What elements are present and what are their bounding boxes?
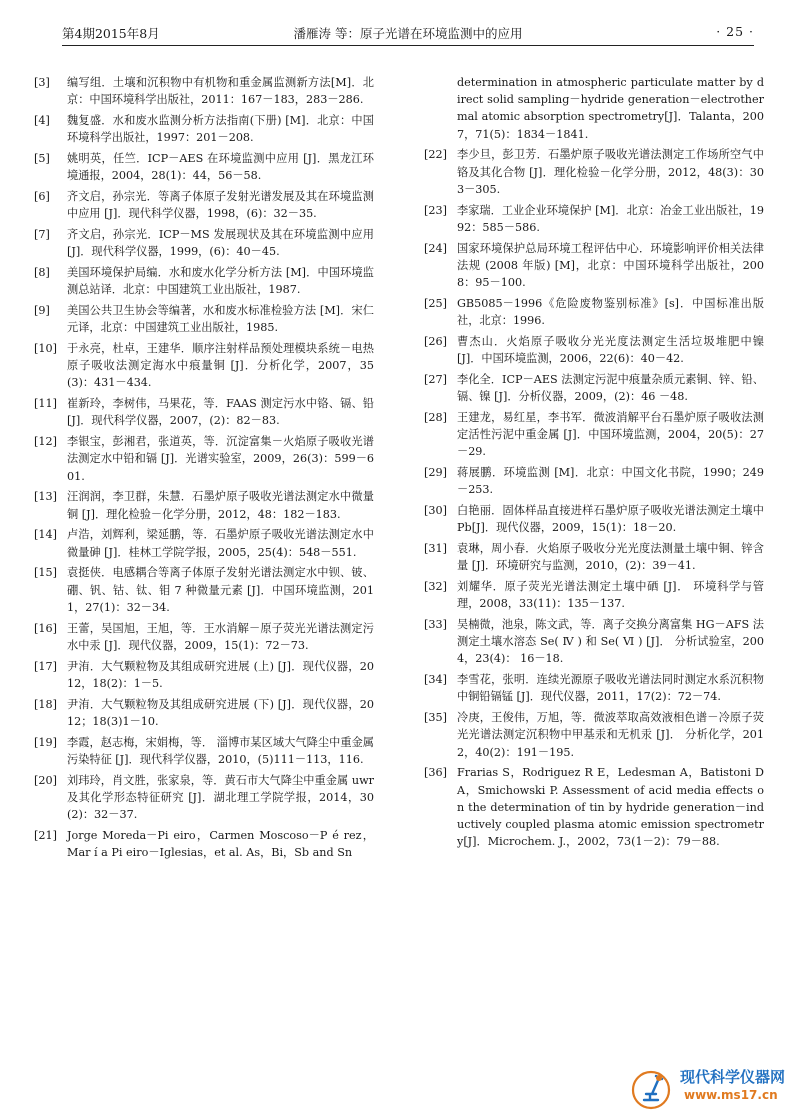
reference-number: [6] bbox=[34, 190, 50, 203]
reference-text: 李银宝，彭湘君，张道英，等．沉淀富集－火焰原子吸收光谱法测定水中铅和镉 [J]．光谱实验室，2009，26(3)：599－601. bbox=[67, 435, 374, 483]
reference-entry bbox=[424, 240, 764, 292]
reference-number: [36] bbox=[424, 766, 447, 780]
reference-entry bbox=[34, 340, 374, 392]
reference-text: 王蕾，吴国旭，王旭，等．王水消解－原子荧光光谱法测定污水中汞 [J]．现代仪器，2009，15(1)：72－73. bbox=[67, 621, 374, 652]
reference-text: 尹洧．大气颗粒物及其组成研究进展 (下) [J]．现代仪器，2012；18(3)1－10. bbox=[67, 697, 374, 728]
reference-text: Jorge Moreda－Pi eiro，Carmen Moscoso－P é rez，Mar í a Pi eiro－Iglesias，et al. As，Bi，Sb and Sn bbox=[67, 828, 374, 860]
reference-text: 白艳丽．固体样品直接进样石墨炉原子吸收光谱法测定土壤中 Pb[J]．现代仪器，2009，15(1)：18－20. bbox=[457, 504, 764, 535]
reference-entry bbox=[34, 150, 374, 184]
reference-entry bbox=[34, 488, 374, 522]
reference-text: 国家环境保护总局环境工程评估中心．环境影响评价相关法律法规 (2008 年版) [M]，北京：中国环境科学出版社，2008：95－100. bbox=[457, 241, 764, 290]
reference-entry bbox=[424, 616, 764, 668]
reference-number: [17] bbox=[34, 659, 57, 673]
journal-issue: 第4期2015年8月 bbox=[62, 26, 160, 41]
reference-number: [23] bbox=[424, 203, 447, 217]
reference-entry bbox=[34, 112, 374, 146]
reference-text: GB5085－1996《危险废物鉴别标准》[s]．中国标准出版社，北京：1996. bbox=[457, 296, 764, 328]
reference-entry bbox=[34, 226, 374, 260]
reference-text: 蒋展鹏．环境监测 [M]．北京：中国文化书院，1990；249－253. bbox=[457, 466, 764, 497]
reference-entry bbox=[424, 371, 764, 405]
reference-entry bbox=[424, 202, 764, 236]
reference-entry bbox=[424, 578, 764, 612]
reference-number: [34] bbox=[424, 673, 447, 687]
reference-number: [9] bbox=[34, 304, 50, 317]
reference-text: 美国公共卫生协会等编著，水和废水标准检验方法 [M]．宋仁元译，北京：中国建筑工业出版社，1985. bbox=[67, 304, 374, 335]
reference-number: [18] bbox=[34, 697, 57, 711]
reference-text: 崔新玲，李树伟，马果花，等．FAAS 测定污水中铬、镉、铅[J]．现代科学仪器，2007，(2)：82－83. bbox=[67, 397, 374, 428]
reference-text: 尹洧．大气颗粒物及其组成研究进展 (上) [J]．现代仪器，2012，18(2)：1－5. bbox=[67, 659, 374, 690]
reference-entry bbox=[424, 146, 764, 198]
reference-continuation: determination in atmospheric particulate matter by direct solid sampling－hydride generation－electrothermal atomic absorption spectrometry[J]．Talanta，2007，71(5)：1834－1841. bbox=[457, 76, 764, 141]
reference-number: [22] bbox=[424, 148, 447, 162]
reference-number: [15] bbox=[34, 566, 57, 580]
references-left-column bbox=[34, 74, 374, 865]
reference-text: Frarias S，Rodriguez R E，Ledesman A，Batistoni D A，Smichowski P. Assessment of acid media effects on the determination of tin by hydride generation－inductively coupled plasma atomic emission spectrometry[J]．Microchem. J.，2002，73(1－2)：79－88. bbox=[457, 766, 764, 849]
reference-entry bbox=[34, 734, 374, 768]
reference-text: 魏复盛．水和废水监测分析方法指南(下册) [M]．北京：中国环境科学出版社，1997：201－208. bbox=[67, 114, 374, 145]
reference-number: [24] bbox=[424, 241, 447, 255]
reference-number: [21] bbox=[34, 828, 57, 842]
reference-number: [10] bbox=[34, 342, 57, 355]
reference-entry bbox=[34, 395, 374, 429]
reference-text: 李雪花，张明．连续光源原子吸收光谱法同时测定水系沉积物中铜铅镉锰 [J]．现代仪器，2011，17(2)：72－74. bbox=[457, 673, 764, 704]
reference-text: 美国环境保护局编．水和废水化学分析方法 [M]．中国环境监测总站译．北京：中国建筑工业出版社，1987. bbox=[67, 266, 374, 297]
reference-text: 袁挺侠．电感耦合等离子体原子发射光谱法测定水中钡、铍、硼、钒、钴、钛、钼 7 种微量元素 [J]．中国环境监测，2011，27(1)：32－34. bbox=[67, 566, 374, 614]
reference-entry bbox=[34, 772, 374, 824]
microscope-logo-icon bbox=[628, 1066, 674, 1110]
article-running-title: 潘雁涛 等：原子光谱在环境监测中的应用 bbox=[293, 26, 523, 41]
site-watermark bbox=[628, 1064, 788, 1110]
reference-number: [26] bbox=[424, 334, 447, 348]
reference-number: [33] bbox=[424, 618, 447, 632]
reference-entry bbox=[424, 764, 764, 850]
reference-entry bbox=[34, 696, 374, 730]
reference-entry bbox=[34, 564, 374, 616]
reference-number: [28] bbox=[424, 410, 447, 424]
reference-number: [19] bbox=[34, 735, 57, 749]
reference-text: 吴楠微，池泉，陈文武，等．离子交换分离富集 HG－AFS 法测定土壤水溶态 Se( Ⅳ ) 和 Se( Ⅵ ) [J]． 分析试验室，2004，23(4)： 16－18. bbox=[457, 618, 764, 666]
reference-text: 王建龙，易红星，李书军．微波消解平台石墨炉原子吸收法测定活性污泥中重金属 [J]．中国环境监测，2004，20(5)：27－29. bbox=[457, 410, 764, 459]
reference-number: [32] bbox=[424, 580, 447, 594]
reference-entry bbox=[424, 540, 764, 574]
reference-entry bbox=[424, 333, 764, 367]
reference-entry bbox=[424, 295, 764, 329]
reference-text: 于永亮，杜卓，王建华．顺序注射样品预处理模块系统－电热原子吸收法测定海水中痕量铜 [J]．分析化学，2007，35(3)：431－434. bbox=[67, 342, 374, 390]
reference-entry bbox=[34, 658, 374, 692]
reference-text: 李少旦，彭卫芳．石墨炉原子吸收光谱法测定工作场所空气中铬及其化合物 [J]．理化检验－化学分册，2012，48(3)：303－305. bbox=[457, 148, 764, 196]
reference-entry bbox=[424, 671, 764, 705]
reference-text: 汪润润，李卫群，朱慧．石墨炉原子吸收光谱法测定水中微量铜 [J]．理化检验－化学分册，2012，48：182－183. bbox=[67, 490, 374, 521]
reference-text: 李霞，赵志梅，宋娟梅，等． 淄博市某区域大气降尘中重金属污染特征 [J]．现代科学仪器，2010，(5)111－113，116. bbox=[67, 735, 374, 766]
reference-text: 袁琳，周小春．火焰原子吸收分光光度法测量土壤中铜、锌含量 [J]．环境研究与监测，2010，(2)：39－41. bbox=[457, 542, 764, 573]
reference-entry bbox=[34, 74, 374, 108]
reference-text: 李家瑞．工业企业环境保护 [M]．北京：冶金工业出版社，1992：585－586. bbox=[457, 203, 764, 234]
reference-number: [14] bbox=[34, 528, 57, 542]
watermark-site-url: www.ms17.cn bbox=[684, 1088, 778, 1102]
reference-entry bbox=[34, 526, 374, 560]
reference-number: [35] bbox=[424, 711, 447, 725]
reference-text: 姚明英，任竺．ICP－AES 在环境监测中应用 [J]．黑龙江环境通报，2004，28(1)：44，56－58. bbox=[67, 152, 374, 183]
reference-number: [8] bbox=[34, 266, 50, 279]
reference-text: 刘耀华．原子荧光光谱法测定土壤中硒 [J]． 环境科学与管理，2008，33(11)：135－137. bbox=[457, 580, 764, 611]
reference-text: 曹杰山．火焰原子吸收分光光度法测定生活垃圾堆肥中镍 [J]．中国环境监测，2006，22(6)：40－42. bbox=[457, 334, 764, 366]
reference-entry bbox=[424, 464, 764, 498]
reference-number: [16] bbox=[34, 621, 57, 635]
reference-number: [30] bbox=[424, 504, 447, 518]
reference-entry bbox=[34, 827, 374, 861]
reference-number: [13] bbox=[34, 490, 57, 504]
running-header bbox=[62, 24, 754, 46]
reference-entry bbox=[34, 620, 374, 654]
reference-text: 编写组．土壤和沉积物中有机物和重金属监测新方法[M]．北京：中国环境科学出版社，2011：167－183，283－286. bbox=[67, 76, 374, 107]
reference-entry bbox=[424, 502, 764, 536]
reference-number: [31] bbox=[424, 542, 447, 556]
reference-number: [7] bbox=[34, 228, 50, 241]
reference-text: 李化全．ICP－AES 法测定污泥中痕量杂质元素铜、锌、铅、镉、镍 [J]．分析仪器，2009，(2)：46 －48. bbox=[457, 372, 764, 404]
reference-entry bbox=[34, 264, 374, 298]
reference-number: [3] bbox=[34, 76, 50, 89]
reference-entry bbox=[424, 709, 764, 761]
page-number: · 25 · bbox=[716, 24, 754, 39]
reference-number: [20] bbox=[34, 773, 57, 787]
reference-entry bbox=[424, 409, 764, 461]
reference-text: 卢浩，刘辉利，梁延鹏，等．石墨炉原子吸收光谱法测定水中微量砷 [J]．桂林工学院学报，2005，25(4)：548－551. bbox=[67, 528, 374, 559]
reference-number: [29] bbox=[424, 466, 447, 480]
references-right-column bbox=[424, 74, 764, 854]
reference-text: 刘玮玲，肖文胜，张家泉，等．黄石市大气降尘中重金属 uwr 及其化学形态特征研究 [J]．湖北理工学院学报，2014，30(2)：32－37. bbox=[67, 773, 374, 822]
reference-text: 齐文启，孙宗光．ICP－MS 发展现状及其在环境监测中应用 [J]．现代科学仪器，1999，(6)：40－45. bbox=[67, 228, 374, 259]
reference-entry bbox=[34, 433, 374, 485]
reference-number: [4] bbox=[34, 114, 50, 127]
reference-number: [25] bbox=[424, 296, 447, 310]
reference-number: [11] bbox=[34, 397, 57, 411]
header-rule bbox=[62, 45, 754, 46]
reference-entry bbox=[34, 188, 374, 222]
reference-text: 齐文启，孙宗光．等离子体原子发射光谱发展及其在环境监测中应用 [J]．现代科学仪器，1998，(6)：32－35. bbox=[67, 190, 374, 221]
reference-number: [12] bbox=[34, 435, 57, 449]
reference-entry bbox=[34, 302, 374, 336]
watermark-site-name: 现代科学仪器网 bbox=[680, 1068, 786, 1086]
reference-text: 冷庚，王俊伟，万旭，等．微波萃取高效液相色谱－冷原子荧光光谱法测定沉积物中甲基汞和无机汞 [J]． 分析化学，2012，40(2)：191－195. bbox=[457, 711, 764, 759]
reference-number: [27] bbox=[424, 372, 447, 386]
reference-number: [5] bbox=[34, 152, 50, 165]
